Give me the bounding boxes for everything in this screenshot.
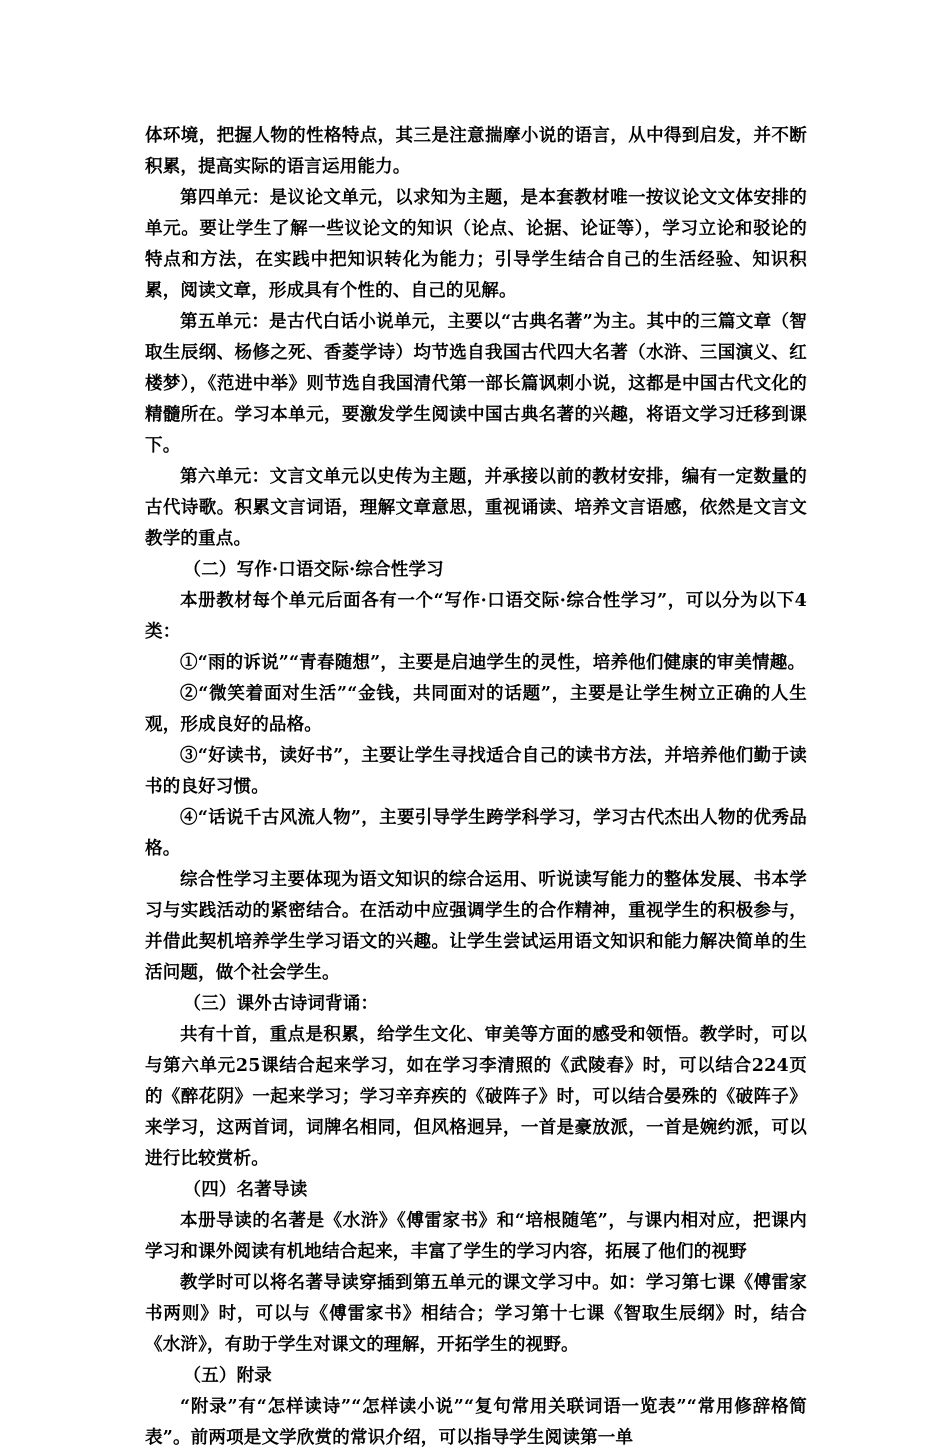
paragraph-unit3-continued: 体环境，把握人物的性格特点，其三是注意揣摩小说的语言，从中得到启发，并不断积累，提高实际的语言运用能力。 [145,126,807,177]
list-item-1: ①“雨的诉说”“青春随想”，主要是启迪学生的灵性，培养他们健康的审美情趣。 [180,653,806,673]
paragraph-writing-intro: 本册教材每个单元后面各有一个“写作·口语交际·综合性学习”，可以分为以下4类： [145,591,807,642]
list-item-2: ②“微笑着面对生活”“金钱，共同面对的话题”，主要是让学生树立正确的人生观，形成良好的品格。 [145,684,807,735]
paragraph-classics-intro: 本册导读的名著是《水浒》《傅雷家书》和“培根随笔”，与课内相对应，把课内学习和课外阅读有机地结合起来，丰富了学生的学习内容，拓展了他们的视野 [145,1211,807,1262]
paragraph-unit5: 第五单元：是古代白话小说单元，主要以“古典名著”为主。其中的三篇文章（智取生辰纲、杨修之死、香菱学诗）均节选自我国古代四大名著（水浒、三国演义、红楼梦），《范进中举》则节选自我国清代第一部长篇讽刺小说，这都是中国古代文化的精髓所在。学习本单元，要激发学生阅读中国古典名著的兴趣，将语文学习迁移到课下。 [145,312,807,456]
paragraph-integrated-learning: 综合性学习主要体现为语文知识的综合运用、听说读写能力的整体发展、书本学习与实践活动的紧密结合。在活动中应强调学生的合作精神，重视学生的积极参与，并借此契机培养学生学习语文的兴趣。让学生尝试运用语文知识和能力解决简单的生活问题，做个社会学生。 [145,870,807,983]
paragraph-unit4: 第四单元：是议论文单元，以求知为主题，是本套教材唯一按议论文文体安排的单元。要让学生了解一些议论文的知识（论点、论据、论证等），学习立论和驳论的特点和方法，在实践中把知识转化为能力；引导学生结合自己的生活经验、知识积累，阅读文章，形成具有个性的、自己的见解。 [145,188,807,301]
paragraph-appendix: “附录”有“怎样读诗”“怎样读小说”“复句常用关联词语一览表”“常用修辞格简表”。前两项是文学欣赏的常识介绍，可以指导学生阅读第一单 [145,1397,807,1448]
section-heading-appendix: （五）附录 [183,1366,272,1386]
list-item-4: ④“话说千古风流人物”，主要引导学生跨学科学习，学习古代杰出人物的优秀品格。 [145,808,807,859]
section-heading-poetry: （三）课外古诗词背诵： [183,994,379,1014]
paragraph-poetry: 共有十首，重点是积累，给学生文化、审美等方面的感受和领悟。教学时，可以与第六单元25课结合起来学习，如在学习李清照的《武陵春》时，可以结合224页的《醉花阴》一起来学习；学习辛弃疾的《破阵子》时，可以结合晏殊的《破阵子》来学习，这两首词，词牌名相同，但风格迥异，一首是豪放派，一首是婉约派，可以进行比较赏析。 [145,1025,807,1169]
list-item-3: ③“好读书，读好书”，主要让学生寻找适合自己的读书方法，并培养他们勤于读书的良好习惯。 [145,746,807,797]
paragraph-unit6: 第六单元：文言文单元以史传为主题，并承接以前的教材安排，编有一定数量的古代诗歌。积累文言词语，理解文章意思，重视诵读、培养文言语感，依然是文言文教学的重点。 [145,467,807,549]
document-body [145,121,807,1454]
paragraph-classics-teaching: 教学时可以将名著导读穿插到第五单元的课文学习中。如：学习第七课《傅雷家书两则》时，可以与《傅雷家书》相结合；学习第十七课《智取生辰纲》时，结合《水浒》，有助于学生对课文的理解，开拓学生的视野。 [145,1273,807,1355]
section-heading-writing: （二）写作·口语交际·综合性学习 [183,560,444,580]
section-heading-classics: （四）名著导读 [183,1180,308,1200]
